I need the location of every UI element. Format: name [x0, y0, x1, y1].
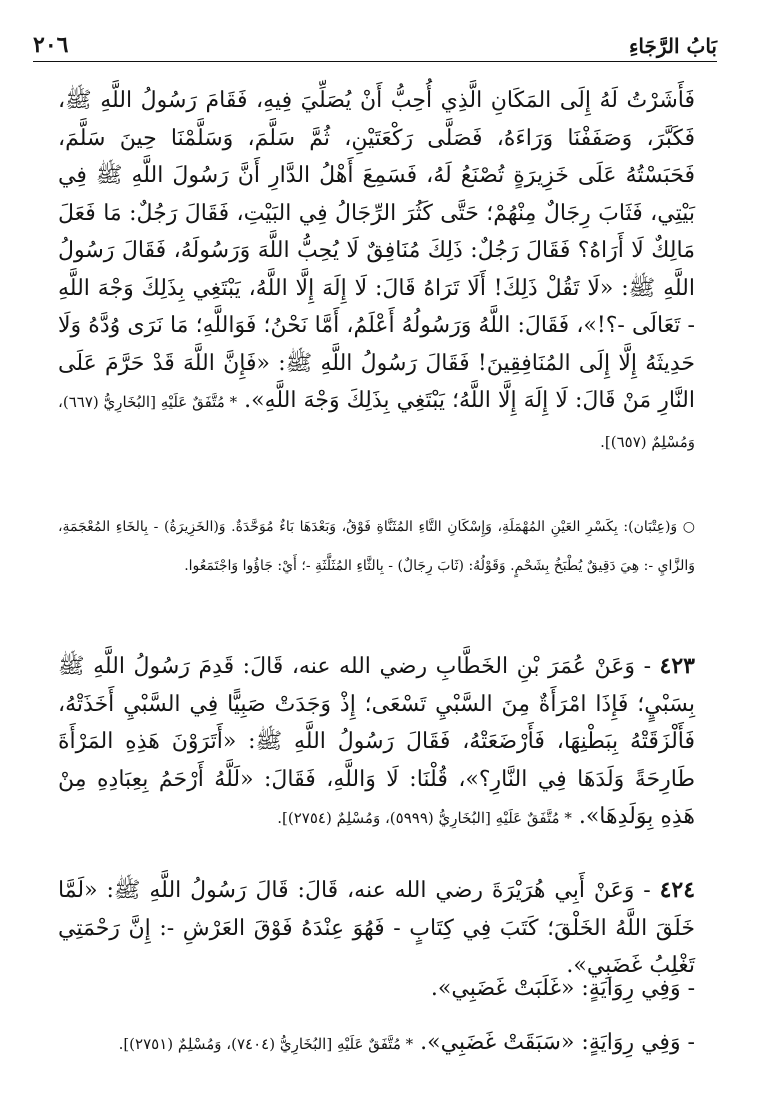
- hadith-number: ٤٢٤: [659, 877, 696, 903]
- hadith-text: فَأَشَرْتُ لَهُ إِلَى المَكَانِ الَّذِي أُحِبُّ أَنْ يُصَلِّيَ فِيهِ، فَقَامَ رَسُولُ اللَّهِ ﷺ، فَكَبَّرَ، وَصَفَفْنَا وَرَاءَهُ، فَصَلَّى رَكْعَتَيْنِ، ثُمَّ سَلَّمَ، وَسَلَّمْنَا حِينَ سَلَّمَ، فَحَبَسْتُهُ عَلَى خَزِيرَةٍ تُصْنَعُ لَهُ، فَسَمِعَ أَهْلُ الدَّارِ أَنَّ رَسُولَ اللَّهِ ﷺ فِي بَيْتِي، فَثَابَ رِجَالٌ مِنْهُمْ؛ حَتَّى كَثُرَ الرِّجَالُ فِي البَيْتِ، فَقَالَ رَجُلٌ: مَا فَعَلَ مَالِكٌ لَا أَرَاهُ؟ فَقَالَ رَجُلٌ: ذَلِكَ مُنَافِقٌ لَا يُحِبُّ اللَّهَ وَرَسُولَهُ، فَقَالَ رَسُولُ اللَّهِ ﷺ: «لَا تَقُلْ ذَلِكَ! أَلَا تَرَاهُ قَالَ: لَا إِلَهَ إِلَّا اللَّهُ، يَبْتَغِي بِذَلِكَ وَجْهَ اللَّهِ - تَعَالَى -؟!»، فَقَالَ: اللَّهُ وَرَسُولُهُ أَعْلَمُ، أَمَّا نَحْنُ؛ فَوَاللَّهِ؛ مَا نَرَى وُدَّهُ وَلَا حَدِيثَهُ إِلَّا إِلَى المُنَافِقِينَ! فَقَالَ رَسُولُ اللَّهِ ﷺ: «فَإِنَّ اللَّهَ قَدْ حَرَّمَ عَلَى النَّارِ مَنْ قَالَ: لَا إِلَهَ إِلَّا اللَّهُ؛ يَبْتَغِي بِذَلِكَ وَجْهَ اللَّهِ».: [58, 88, 696, 413]
- hadith-reference: * مُتَّفَقٌ عَلَيْهِ [البُخَارِيُّ (٥٩٩٩)، وَمُسْلِمٌ (٢٧٥٤)].: [277, 809, 572, 827]
- chapter-title: بَابُ الرَّجَاءِ: [629, 34, 717, 58]
- hadith-number: ٤٢٣: [659, 653, 695, 679]
- hadith-reference: * مُتَّفَقٌ عَلَيْهِ [البُخَارِيُّ (٦٦٧)، وَمُسْلِمٌ (٦٥٧)].: [58, 393, 695, 451]
- hadith-text: - وَعَنْ أَبِي هُرَيْرَةَ رضي الله عنه، قَالَ: قَالَ رَسُولُ اللَّهِ ﷺ: «لَمَّا خَلَقَ اللَّهُ الخَلْقَ؛ كَتَبَ فِي كِتَابٍ - فَهُوَ عِنْدَهُ فَوْقَ العَرْشِ -: إِنَّ رَحْمَتِي تَغْلِبُ غَضَبِي».: [58, 878, 695, 978]
- notes-text: ○ وَ(عِتْبَان): بِكَسْرِ العَيْنِ المُهْمَلَةِ، وَإِسْكَانِ التَّاءِ المُثَنَّاةِ فَوْقُ، وَبَعْدَهَا بَاءٌ مُوَحَّدَةٌ. وَ(الخَزِيرَةُ) - بِالخَاءِ المُعْجَمَةِ، وَالزَّايِ -: هِيَ دَقِيقٌ يُطْبَخُ بِشَحْمٍ. وَقَوْلُهُ: (ثَابَ رِجَالٌ) - بِالثَّاءِ المُثَلَّثَةِ -؛ أَيْ: جَاؤُوا وَاجْتَمَعُوا.: [58, 519, 695, 574]
- hadith-423: [58, 648, 695, 838]
- page-number: ٢٠٦: [33, 32, 69, 58]
- hadith-reference: * مُتَّفَقٌ عَلَيْهِ [البُخَارِيُّ (٧٤٠٤)، وَمُسْلِمٌ (٢٧٥١)].: [118, 1035, 414, 1053]
- narration-variant-1: [58, 970, 695, 1008]
- narration-variant-2: [58, 1024, 695, 1064]
- hadith-424: [58, 872, 695, 985]
- hadith-text: - وَعَنْ عُمَرَ بْنِ الخَطَّابِ رضي الله عنه، قَالَ: قَدِمَ رَسُولُ اللَّهِ ﷺ بِسَبْيٍ؛ فَإِذَا امْرَأَةٌ مِنَ السَّبْيِ تَسْعَى؛ إِذْ وَجَدَتْ صَبِيًّا فِي السَّبْيِ أَخَذَتْهُ، فَأَلْزَقَتْهُ بِبَطْنِهَا، فَأَرْضَعَتْهُ، فَقَالَ رَسُولُ اللَّهِ ﷺ: «أَتَرَوْنَ هَذِهِ المَرْأَةَ طَارِحَةً وَلَدَهَا فِي النَّارِ؟»، قُلْنَا: لَا وَاللَّهِ، فَقَالَ: «لَلَّهُ أَرْحَمُ بِعِبَادِهِ مِنْ هَذِهِ بِوَلَدِهَا».: [58, 654, 695, 829]
- page-header: [33, 22, 717, 58]
- variant-text: - وَفِي رِوَايَةٍ: «غَلَبَتْ غَضَبِي».: [430, 976, 695, 1001]
- hadith-422-continuation: [58, 82, 695, 461]
- variant-text: - وَفِي رِوَايَةٍ: «سَبَقَتْ غَضَبِي».: [420, 1030, 695, 1055]
- header-rule: [33, 61, 717, 62]
- explanatory-notes: [58, 508, 695, 586]
